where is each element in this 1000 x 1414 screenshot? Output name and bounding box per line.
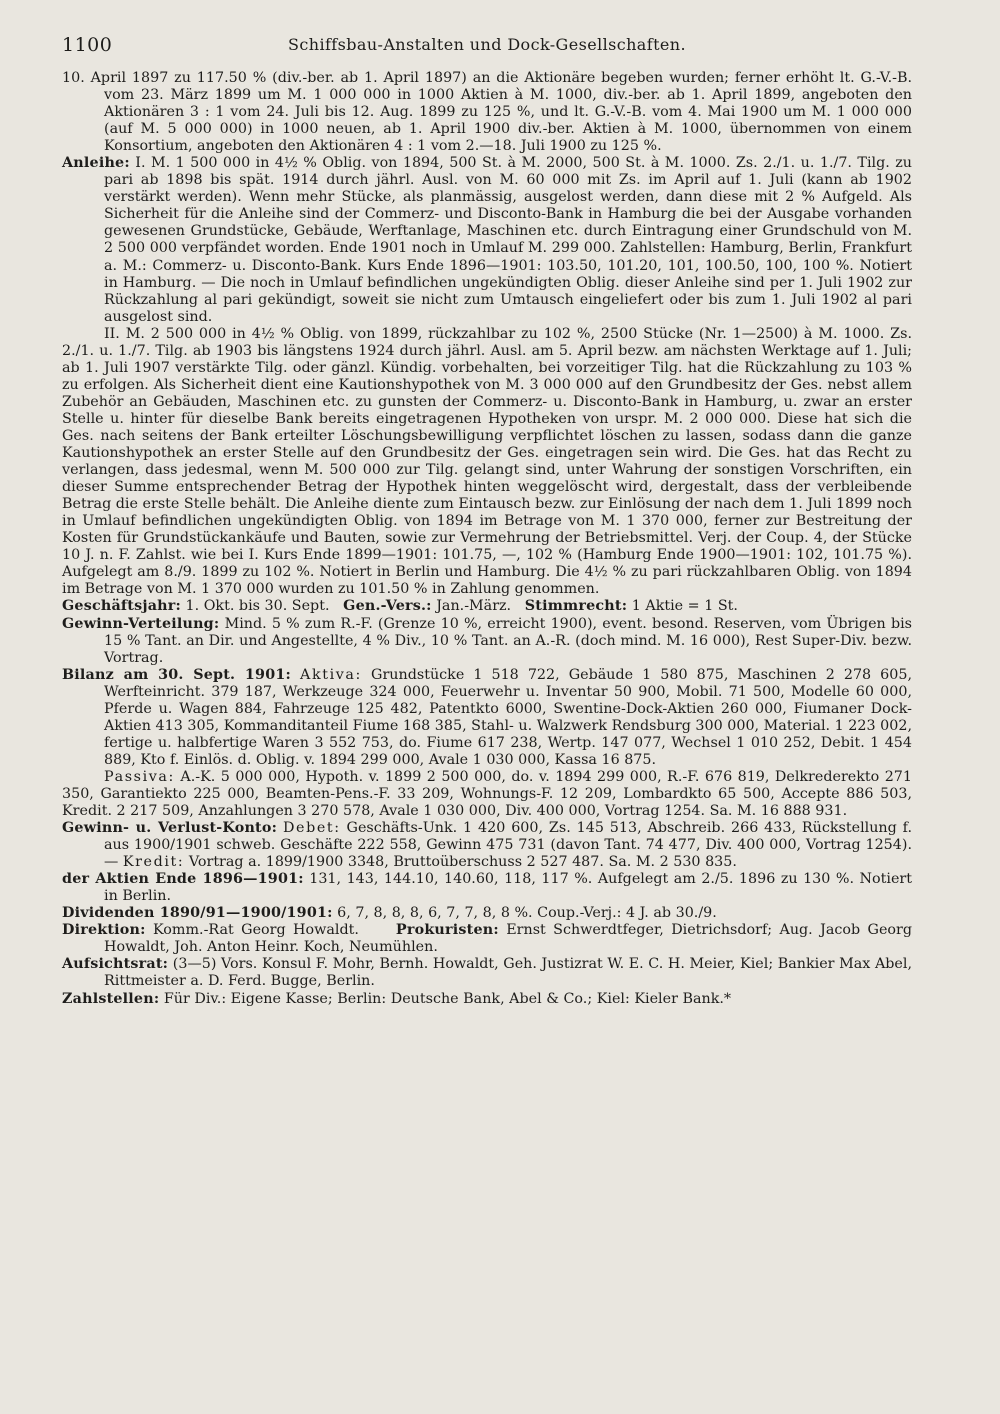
stimmrecht-text: 1 Aktie = 1 St. [631,598,738,615]
geschaeftsjahr-text: 1. Okt. bis 30. Sept. [185,598,330,615]
kredit-label: Kredit: [122,854,185,871]
kredit-text: Vortrag a. 1899/1900 3348, Bruttoüberschuss 2 527 487. Sa. M. 2 530 835. [188,854,737,871]
aufsichtsrat-label: Aufsichtsrat: [62,956,169,973]
anleihe-ii-text: II. M. 2 500 000 in 4½ % Oblig. von 1899, rückzahlbar zu 102 %, 2500 Stücke (Nr. 1—2500) à M. 1000. Zs. 2./1. u. 1./7. Tilg. ab 1903 bis längstens 1924 durch jährl. Ausl. am 5. April bezw. am nächsten Werktage auf 1. Juli; ab 1. Juli 1907 verstärkte Tilg. oder gänzl. Kündig. vorbehalten, bei vorzeitiger Tilg. hat die Rückzahlung zu 103 % zu erfolgen. Als Sicherheit dient eine Kautionshypothek von M. 3 000 000 auf den Grundbesitz der Ges. nebst allem Zubehör an Gebäuden, Maschinen etc. zu gunsten der Commerz- u. Disconto-Bank in Hamburg, u. zwar an erster Stelle u. hinter für dieselbe Bank bereits eingetragenen Hypotheken von urspr. M. 2 000 000. Diese hat sich die Ges. nach seitens der Bank erteilter Löschungsbewilligung verpflichtet löschen zu lassen, sodass dann die ganze Kautionshypothek an erster Stelle auf den Grundbesitz der Ges. eingetragen sein wird. Die Ges. hat das Recht zu verlangen, dass jedesmal, wenn M. 500 000 zur Tilg. gelangt sind, unter Wahrung der sonstigen Vorschriften, ein dieser Summe entsprechender Betrag der Hypothek hinten weggelöscht wird, dergestalt, dass der verbleibende Betrag die erste Stelle behält. Die Anleihe diente zum Eintausch bezw. zur Einlösung der nach dem 1. Juli 1899 noch in Umlauf befindlichen ungekündigten Oblig. von 1894 im Betrage von M. 1 370 000, ferner zur Bestreitung der Kosten für Grundstückankäufe und Bauten, sowie zur Vermehrung der Betriebsmittel. Verj. der Coup. 4, der Stücke 10 J. n. F. Zahlst. wie bei I. Kurs Ende 1899—1901: 101.75, —, 102 % (Hamburg Ende 1900—1901: 102, 101.75 %). Aufgelegt am 8./9. 1899 zu 102 %. Notiert in Berlin und Hamburg. Die 4½ % zu pari rückzahlbaren Oblig. von 1894 im Betrage von M. 1 370 000 wurden zu 101.50 % in Zahlung genommen. [62,325,912,598]
direktion-section [62,922,912,956]
dividenden-section [62,905,912,922]
genvers-text: Jan.-März. [436,598,512,615]
intro-text: 10. April 1897 zu 117.50 % (div.-ber. ab 1. April 1897) an die Aktionäre begeben wurden; ferner erhöht lt. G.-V.-B. vom 23. März 1899 um M. 1 000 000 in 1000 Aktien à M. 1000, div.-ber. ab 1. April 1899, angeboten den Aktionären 3 : 1 vom 24. Juli bis 12. Aug. 1899 zu 125 %, und lt. G.-V.-B. vom 4. Mai 1900 um M. 1 000 000 (auf M. 5 000 000) in 1000 neuen, ab 1. April 1900 div.-ber. Aktien à M. 1000, übernommen von einem Konsortium, angeboten den Aktionären 4 : 1 vom 2.—18. Juli 1900 zu 125 %. [62,70,912,155]
geschaeftsjahr-label: Geschäftsjahr: [62,598,181,615]
document-body [62,70,912,1008]
genvers-label: Gen.-Vers.: [343,598,432,615]
direktion-text: Komm.-Rat Georg Howaldt. [153,922,359,939]
zahlstellen-text: Für Div.: Eigene Kasse; Berlin: Deutsche Bank, Abel & Co.; Kiel: Kieler Bank.* [163,990,732,1007]
bilanz-section [62,667,912,769]
page-header [62,34,912,60]
passiva-label: Passiva: [104,768,175,785]
debet-label: Debet: [282,820,341,837]
passiva-paragraph [62,769,912,820]
kurs-text: 131, 143, 144.10, 140.60, 118, 117 %. Aufgelegt am 2./5. 1896 zu 130 %. Notiert in Berlin. [104,871,912,905]
page-number: 1100 [62,34,113,56]
aktiva-text: Grundstücke 1 518 722, Gebäude 1 580 875, Maschinen 2 278 605, Werfteinricht. 379 187, Werkzeuge 324 000, Feuerwehr u. Inventar 50 900, Mobil. 71 500, Modelle 60 000, Pferde u. Wagen 884, Fahrzeuge 125 482, Patentkto 6000, Swentine-Dock-Aktien 260 000, Fiumaner Dock-Aktien 413 305, Kommanditanteil Fiume 168 385, Stahl- u. Walzwerk Rendsburg 300 000, Material. 1 223 002, fertige u. halbfertige Waren 3 552 753, do. Fiume 617 238, Wertp. 147 077, Wechsel 1 010 252, Debit. 1 454 889, Kto f. Einlös. d. Oblig. v. 1894 299 000, Avale 1 030 000, Kassa 16 875. [104,666,913,768]
anleihe-ii-paragraph [62,326,912,599]
dividenden-text: 6, 7, 8, 8, 8, 6, 7, 7, 8, 8 %. Coup.-Verj.: 4 J. ab 30./9. [337,905,717,922]
gewinnverteilung-section [62,616,912,667]
dividenden-label: Dividenden 1890/91—1900/1901: [62,905,333,922]
aktiva-label: Aktiva: [300,666,362,683]
zahlstellen-label: Zahlstellen: [62,990,160,1007]
prokuristen-label: Prokuristen: [395,922,499,939]
kurs-section [62,871,912,905]
prokuristen-text: Ernst Schwerdtfeger, Dietrichsdorf; Aug. Jacob Georg Howaldt, Joh. Anton Heinr. Koch, Neumühlen. [104,922,913,956]
gewinnverteilung-text: Mind. 5 % zum R.-F. (Grenze 10 %, erreicht 1900), event. besond. Reserven, vom Übrigen bis 15 % Tant. an Dir. und Angestellte, 4 % Div., 10 % Tant. an A.-R. (doch mind. M. 16 000), Rest Super-Div. bezw. Vortrag. [104,615,913,666]
bilanz-label: Bilanz am 30. Sept. 1901: [62,666,291,683]
aufsichtsrat-section [62,956,912,990]
kurs-label: der Aktien Ende 1896—1901: [62,871,304,888]
anleihe-text: I. M. 1 500 000 in 4½ % Oblig. von 1894, 500 St. à M. 2000, 500 St. à M. 1000. Zs. 2./1. u. 1./7. Tilg. zu pari ab 1898 bis spät. 1914 durch jährl. Ausl. von M. 60 000 mit Zs. im April auf 1. Juli (kann ab 1902 verstärkt werden). Wenn mehr Stücke, als planmässig, ausgelost werden, dann diese mit 2 % Aufgeld. Als Sicherheit für die Anleihe sind der Commerz- und Disconto-Bank in Hamburg die bei der Ausgabe vorhanden gewesenen Grundstücke, Gebäude, Werftanlage, Maschinen etc. durch Eintragung einer Grundschuld von M. 2 500 000 verpfändet worden. Ende 1901 noch in Umlauf M. 299 000. Zahlstellen: Hamburg, Berlin, Frankfurt a. M.: Commerz- u. Disconto-Bank. Kurs Ende 1896—1901: 103.50, 101.20, 101, 100.50, 100, 100 %. Notiert in Hamburg. — Die noch in Umlauf befindlichen ungekündigten Oblig. dieser Anleihe sind per 1. Juli 1902 zur Rückzahlung al pari gekündigt, soweit sie nicht zum Umtausch eingeliefert oder bis zum 1. Juli 1902 al pari ausgelost sind. [104,155,913,325]
gewinnverteilung-label: Gewinn-Verteilung: [62,615,220,632]
intro-paragraph [62,70,912,155]
anleihe-label: Anleihe: [62,155,130,172]
guv-label: Gewinn- u. Verlust-Konto: [62,820,278,837]
passiva-text: A.-K. 5 000 000, Hypoth. v. 1899 2 500 000, do. v. 1894 299 000, R.-F. 676 819, Delkrederekto 271 350, Garantiekto 225 000, Beamten-Pens.-F. 33 209, Wohnungs-F. 12 209, Lombardkto 65 500, Accepte 886 503, Kredit. 2 217 509, Anzahlungen 3 270 578, Avale 1 030 000, Div. 400 000, Vortrag 1254. Sa. M. 16 888 931. [62,768,913,820]
aufsichtsrat-text: (3—5) Vors. Konsul F. Mohr, Bernh. Howaldt, Geh. Justizrat W. E. C. H. Meier, Kiel; Bankier Max Abel, Rittmeister a. D. Ferd. Bugge, Berlin. [104,956,912,990]
guv-section [62,820,912,871]
debet-text: Geschäfts-Unk. 1 420 600, Zs. 145 513, Abschreib. 266 433, Rückstellung f. aus 1900/1901 schweb. Geschäfte 222 558, Gewinn 475 731 (davon Tant. 74 477, Div. 400 000, Vortrag 1254). — [104,820,913,871]
geschaeftsjahr-line [62,598,912,615]
stimmrecht-label: Stimmrecht: [524,598,628,615]
running-title: Schiffsbau-Anstalten und Dock-Gesellschaften. [288,35,686,54]
direktion-label: Direktion: [62,922,146,939]
anleihe-section [62,155,912,325]
zahlstellen-section [62,991,912,1008]
